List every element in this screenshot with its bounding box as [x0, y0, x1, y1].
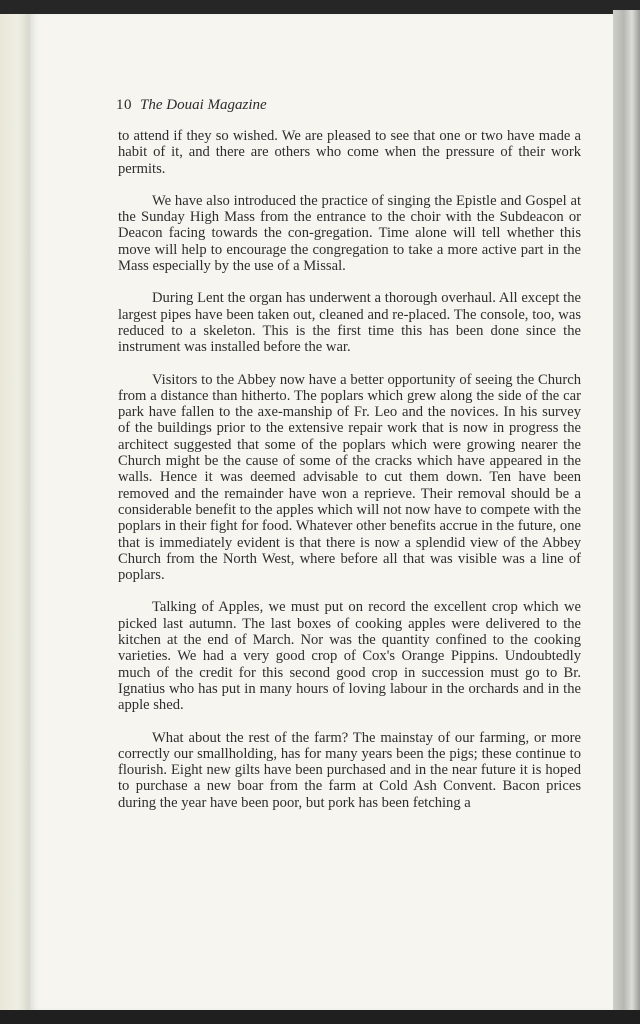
paragraph-6: What about the rest of the farm? The mainstay of our farming, or more correctly our smallholding, has for many years been the pigs; these continue to flourish. Eight new gilts have been purchased and in the near future it is hoped to purchase a new boar from the farm at Cold Ash Convent. Bacon prices during the year have been poor, but pork has been fetching a — [118, 729, 581, 811]
scan-border-bottom — [0, 1010, 640, 1024]
page-edge-left — [0, 14, 30, 1010]
running-header — [116, 97, 267, 117]
paragraph-3: During Lent the organ has underwent a thorough overhaul. All except the largest pipes have been taken out, cleaned and re-placed. The console, too, was reduced to a skeleton. This is the first time this has been done since the instrument was installed before the war. — [118, 290, 581, 356]
page-edge-right — [613, 10, 640, 1010]
paragraph-1: to attend if they so wished. We are pleased to see that one or two have made a habit of it, and there are others who come when the pressure of their work permits. — [118, 128, 581, 177]
paragraph-5: Talking of Apples, we must put on record the excellent crop which we picked last autumn. The last boxes of cooking apples were delivered to the kitchen at the end of March. Nor was the quantity confined to the cooking varieties. We had a very good crop of Cox's Orange Pippins. Undoubtedly much of the credit for this second good crop in succession must go to Br. Ignatius who has put in many hours of loving labour in the orchards and in the apple shed. — [118, 599, 581, 714]
magazine-title: The Douai Magazine — [140, 97, 267, 113]
body-text — [118, 128, 581, 827]
paragraph-4: Visitors to the Abbey now have a better opportunity of seeing the Church from a distance than hitherto. The poplars which grew along the side of the car park have fallen to the axe-manship of Fr. Leo and the novices. In his survey of the buildings prior to the extensive repair work that is now in progress the architect suggested that some of the poplars which were growing nearer the Church might be the cause of some of the cracks which have appeared in the walls. Hence it was deemed advisable to cut them down. Ten have been removed and the remainder have won a reprieve. Their removal should be a considerable benefit to the apples which will not now have to compete with the poplars in their fight for food. Whatever other benefits accrue in the future, one that is immediately evident is that there is now a splendid view of the Abbey Church from the North West, where before all that was visible was a line of poplars. — [118, 371, 581, 584]
paragraph-2: We have also introduced the practice of singing the Epistle and Gospel at the Sunday High Mass from the entrance to the choir with the Subdeacon or Deacon facing towards the con-gregation. Time alone will tell whether this move will help to encourage the congregation to take a more active part in the Mass especially by the use of a Missal. — [118, 192, 581, 275]
scan-border-top — [0, 0, 640, 14]
page-number: 10 — [116, 97, 132, 113]
